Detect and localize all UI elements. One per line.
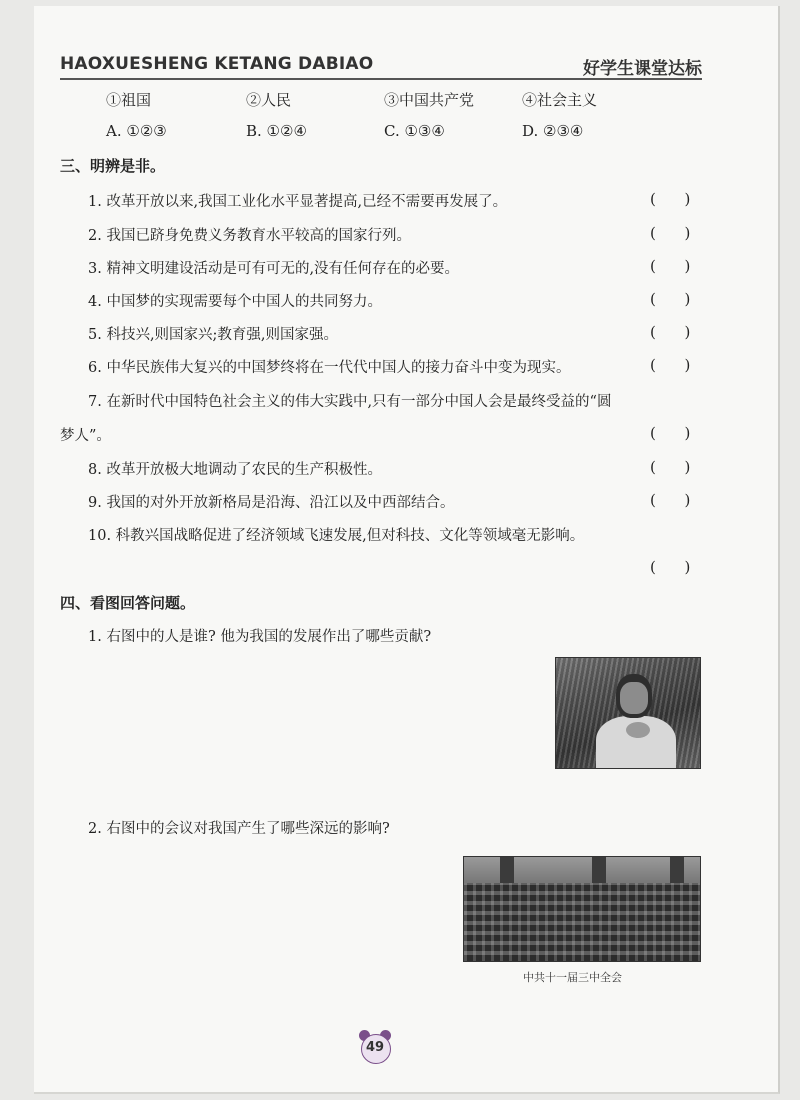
meeting-photo-caption: 中共十一届三中全会 bbox=[523, 971, 622, 984]
choice-a: A. ①②③ bbox=[106, 122, 167, 140]
header-english: HAOXUESHENG KETANG DABIAO bbox=[60, 54, 374, 74]
answer-paren-7[interactable]: ( ) bbox=[650, 424, 691, 442]
option-3: ③中国共产党 bbox=[384, 91, 475, 109]
scientist-photo bbox=[555, 657, 701, 769]
meeting-hall-pillar bbox=[670, 857, 684, 883]
meeting-hall-pillar bbox=[500, 857, 514, 883]
option-1: ①祖国 bbox=[106, 91, 152, 109]
judge-item-9: 9. 我国的对外开放新格局是沿海、沿江以及中西部结合。 bbox=[88, 495, 455, 511]
judge-item-2: 2. 我国已跻身免费义务教育水平较高的国家行列。 bbox=[88, 228, 411, 244]
judge-item-5: 5. 科技兴,则国家兴;教育强,则国家强。 bbox=[88, 327, 339, 343]
page-number-badge bbox=[357, 1030, 393, 1064]
meeting-photo bbox=[463, 856, 701, 962]
choice-b: B. ①②④ bbox=[246, 122, 307, 140]
answer-paren-3[interactable]: ( ) bbox=[650, 257, 691, 275]
answer-paren-5[interactable]: ( ) bbox=[650, 323, 691, 341]
choice-d: D. ②③④ bbox=[522, 122, 584, 140]
judge-item-4: 4. 中国梦的实现需要每个中国人的共同努力。 bbox=[88, 294, 382, 310]
meeting-attendees bbox=[464, 883, 700, 961]
answer-paren-9[interactable]: ( ) bbox=[650, 491, 691, 509]
header-chinese: 好学生课堂达标 bbox=[583, 59, 702, 79]
section4-title: 四、看图回答问题。 bbox=[60, 594, 196, 612]
option-2: ②人民 bbox=[246, 91, 292, 109]
page-number: 49 bbox=[365, 1040, 385, 1055]
page-header bbox=[60, 52, 702, 80]
judge-item-3: 3. 精神文明建设活动是可有可无的,没有任何存在的必要。 bbox=[88, 261, 460, 277]
picture-question-2: 2. 右图中的会议对我国产生了哪些深远的影响? bbox=[88, 821, 390, 837]
answer-paren-10[interactable]: ( ) bbox=[650, 558, 691, 576]
judge-item-10: 10. 科教兴国战略促进了经济领域飞速发展,但对科技、文化等领域毫无影响。 bbox=[88, 528, 585, 544]
answer-paren-6[interactable]: ( ) bbox=[650, 356, 691, 374]
choice-c: C. ①③④ bbox=[384, 122, 445, 140]
judge-item-7: 7. 在新时代中国特色社会主义的伟大实践中,只有一部分中国人会是最终受益的“圆 bbox=[88, 394, 612, 410]
judge-item-7-cont: 梦人”。 bbox=[60, 428, 111, 444]
answer-paren-8[interactable]: ( ) bbox=[650, 458, 691, 476]
answer-paren-4[interactable]: ( ) bbox=[650, 290, 691, 308]
photo-figure-face bbox=[620, 682, 648, 714]
picture-question-1: 1. 右图中的人是谁? 他为我国的发展作出了哪些贡献? bbox=[88, 629, 432, 645]
judge-item-6: 6. 中华民族伟大复兴的中国梦终将在一代代中国人的接力奋斗中变为现实。 bbox=[88, 360, 571, 376]
judge-item-1: 1. 改革开放以来,我国工业化水平显著提高,已经不需要再发展了。 bbox=[88, 194, 508, 210]
judge-item-8: 8. 改革开放极大地调动了农民的生产积极性。 bbox=[88, 462, 382, 478]
photo-figure-hand bbox=[626, 722, 650, 738]
option-4: ④社会主义 bbox=[522, 91, 598, 109]
section3-title: 三、明辨是非。 bbox=[60, 157, 166, 175]
meeting-hall-pillar bbox=[592, 857, 606, 883]
answer-paren-2[interactable]: ( ) bbox=[650, 224, 691, 242]
answer-paren-1[interactable]: ( ) bbox=[650, 190, 691, 208]
